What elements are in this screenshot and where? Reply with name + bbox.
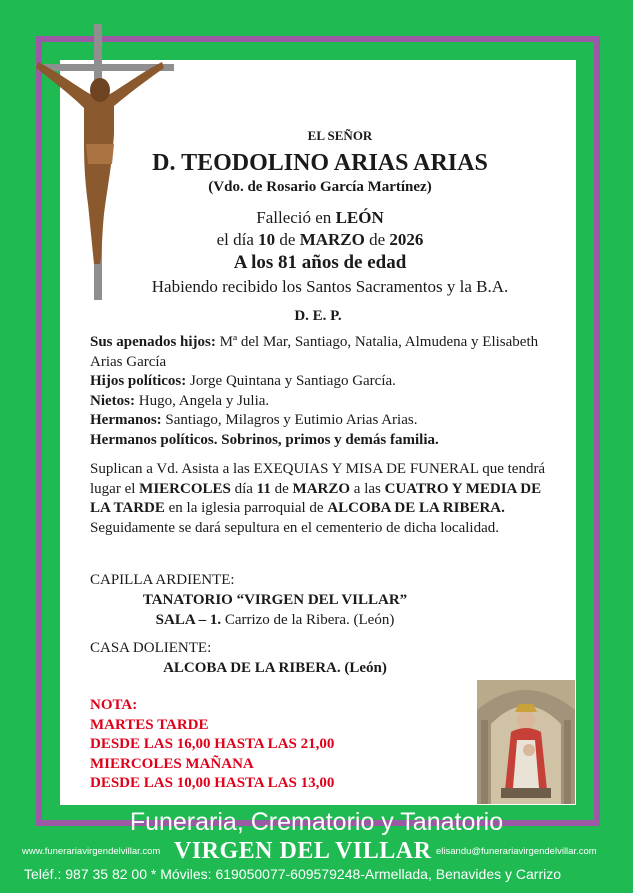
family-block xyxy=(90,333,550,450)
age-line: A los 81 años de edad xyxy=(233,252,407,273)
death-place-prefix: Falleció en xyxy=(256,208,336,227)
family-text: Jorge Quintana y Santiago García. xyxy=(186,373,396,389)
note-block xyxy=(90,696,410,794)
funeral-month: MARZO xyxy=(292,480,351,497)
footer-website[interactable]: www.funerariavirgendelvillar.com xyxy=(22,846,161,857)
funeral-church: ALCOBA DE LA RIBERA. xyxy=(327,500,505,516)
funeral-text: de xyxy=(270,480,293,497)
chapel-room-line xyxy=(0,610,550,630)
footer-email[interactable]: elisandu@funerariavirgendelvillar.com xyxy=(436,846,597,857)
deceased-name: D. TEODOLINO ARIAS ARIAS xyxy=(152,150,488,176)
house-label: CASA DOLIENTE: xyxy=(90,640,212,656)
family-label: Hermanos políticos. Sobrinos, primos y demás familia. xyxy=(90,431,439,448)
death-day: 10 xyxy=(258,230,276,249)
note-line: DESDE LAS 16,00 HASTA LAS 21,00 xyxy=(90,736,335,752)
note-line: NOTA: xyxy=(90,697,138,713)
house-place: ALCOBA DE LA RIBERA. (León) xyxy=(163,660,387,676)
funeral-text: a las xyxy=(350,480,385,497)
family-inlaws xyxy=(90,372,550,392)
funeral-weekday: MIERCOLES xyxy=(139,480,231,497)
death-month: MARZO xyxy=(299,230,365,249)
footer-brand: Funeraria, Crematorio y Tanatorio xyxy=(129,808,504,836)
spouse-line: (Vdo. de Rosario García Martínez) xyxy=(208,179,432,195)
family-label: Hermanos: xyxy=(90,412,162,428)
chapel-block xyxy=(90,570,550,630)
virgin-statue-icon xyxy=(477,680,575,804)
funeral-paragraph xyxy=(90,460,550,538)
note-line: DESDE LAS 10,00 HASTA LAS 13,00 xyxy=(90,775,335,791)
chapel-room-rest: Carrizo de la Ribera. (León) xyxy=(221,612,395,628)
death-place: LEÓN xyxy=(335,208,384,227)
title-small: EL SEÑOR xyxy=(307,128,373,143)
family-others xyxy=(90,431,550,451)
funeral-text: Suplican a Vd. Asista a las EXEQUIAS Y MISA DE FUNERAL que tendrá lugar el xyxy=(90,461,546,497)
family-grandchildren xyxy=(90,392,550,412)
chapel-name: TANATORIO “VIRGEN DEL VILLAR” xyxy=(142,592,408,608)
note-line: MARTES TARDE xyxy=(90,716,209,733)
family-label: Hijos políticos: xyxy=(90,373,187,389)
family-label: Sus apenados hijos: xyxy=(90,334,216,350)
family-text: Mª del Mar, Santiago, Natalia, Almudena y Elisabeth Arias García xyxy=(90,334,539,370)
footer-contact: Teléf.: 987 35 82 00 * Móviles: 619050077-609579248-Armellada, Benavides y Carrizo xyxy=(24,866,562,882)
family-label: Nietos: xyxy=(90,392,135,409)
death-place-line xyxy=(100,208,540,228)
funeral-text: en la iglesia parroquial de xyxy=(164,500,328,516)
footer-company-name: VIRGEN DEL VILLAR xyxy=(174,838,432,864)
chapel-label: CAPILLA ARDIENTE: xyxy=(90,572,235,588)
family-siblings xyxy=(90,411,550,431)
dep-line: D. E. P. xyxy=(294,308,342,324)
date-sep1: de xyxy=(275,230,300,249)
family-children xyxy=(90,333,550,372)
funeral-day: 11 xyxy=(256,480,271,497)
death-year: 2026 xyxy=(389,230,424,249)
date-prefix: el día xyxy=(216,230,259,249)
funeral-text: día xyxy=(230,480,257,497)
funeral-time: CUATRO Y MEDIA DE LA TARDE xyxy=(90,480,542,516)
death-date-line xyxy=(100,230,540,250)
name-block xyxy=(100,150,600,196)
header xyxy=(60,128,633,144)
chapel-room: SALA – 1. xyxy=(155,612,222,628)
date-sep2: de xyxy=(364,230,390,249)
note-line: MIERCOLES MAÑANA xyxy=(90,755,254,772)
house-block xyxy=(90,638,550,678)
family-text: Hugo, Angela y Julia. xyxy=(135,392,270,409)
funeral-text: Seguidamente se dará sepultura en el cementerio de dicha localidad. xyxy=(90,519,499,536)
family-text: Santiago, Milagros y Eutimio Arias Arias. xyxy=(161,412,418,428)
death-info xyxy=(100,208,540,274)
sacraments-line: Habiendo recibido los Santos Sacramentos y la B.A. xyxy=(151,277,509,296)
